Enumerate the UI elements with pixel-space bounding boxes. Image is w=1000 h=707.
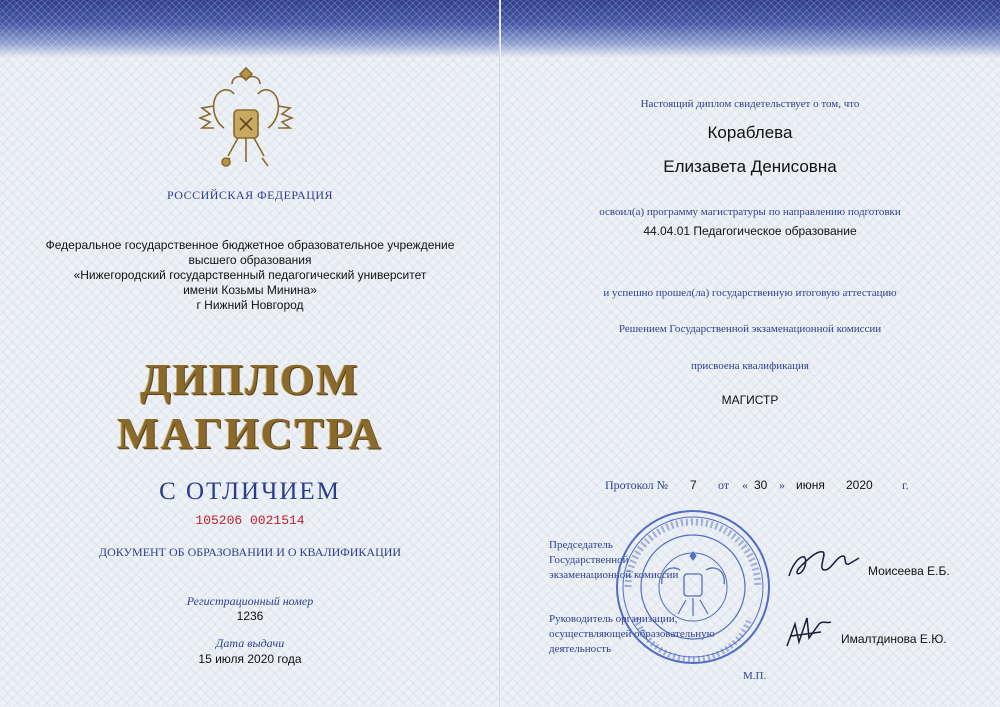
chair-label-line-2: Государственной <box>549 554 629 566</box>
registration-number-label: Регистрационный номер <box>186 594 314 608</box>
protocol-year: 2020 <box>846 478 873 492</box>
issue-date-value: 15 июля 2020 года <box>198 652 302 666</box>
graduate-given-names: Елизавета Денисовна <box>663 157 837 176</box>
diploma-title-line-1: ДИПЛОМ <box>140 355 360 404</box>
chair-signature <box>783 542 863 584</box>
page-fold <box>499 0 501 707</box>
protocol-month: июня <box>796 478 825 492</box>
protocol-label: Протокол № <box>605 478 669 492</box>
qualification-label: присвоена квалификация <box>691 360 809 372</box>
date-close-quote: » <box>779 478 785 492</box>
institution-line-3: «Нижегородский государственный педагогический университет <box>73 268 427 282</box>
protocol-day: 30 <box>754 478 768 492</box>
chair-label-line-1: Председатель <box>549 539 613 551</box>
official-seal-stamp <box>614 508 772 666</box>
document-type: ДОКУМЕНТ ОБ ОБРАЗОВАНИИ И О КВАЛИФИКАЦИИ <box>98 545 402 559</box>
qualification-value: МАГИСТР <box>721 393 779 407</box>
commission-statement: Решением Государственной экзаменационной комиссии <box>618 323 882 335</box>
date-open-quote: « <box>742 478 748 492</box>
chair-name: Моисеева Е.Б. <box>868 564 950 578</box>
institution-city: г Нижний Новгород <box>196 298 304 312</box>
institution-line-4: имени Козьмы Минина» <box>183 283 317 297</box>
issue-date-label: Дата выдачи <box>215 636 285 650</box>
head-signature <box>783 612 835 654</box>
top-decorative-band <box>0 0 500 58</box>
head-label-line-1: Руководитель организации, <box>549 613 678 625</box>
registration-number-value: 1236 <box>236 609 264 623</box>
diploma-title-line-2: МАГИСТРА <box>117 409 383 458</box>
program-statement: освоил(а) программу магистратуры по направлению подготовки <box>599 206 901 218</box>
protocol-from-label: от <box>718 478 730 492</box>
institution-line-2: высшего образования <box>188 253 312 267</box>
coat-of-arms-emblem <box>196 66 296 176</box>
year-suffix: г. <box>902 478 909 492</box>
head-name: Ималтдинова Е.Ю. <box>841 632 947 646</box>
top-decorative-band <box>500 0 1000 58</box>
attestation-statement: и успешно прошел(ла) государственную итоговую аттестацию <box>603 287 897 299</box>
country-name: РОССИЙСКАЯ ФЕДЕРАЦИЯ <box>166 188 334 202</box>
protocol-number: 7 <box>690 478 697 492</box>
seal-place-label: М.П. <box>743 670 767 682</box>
head-label-line-2: осуществляющей образовательную <box>549 628 715 640</box>
head-label-line-3: деятельность <box>549 643 612 655</box>
program-value: 44.04.01 Педагогическое образование <box>643 224 857 238</box>
honors-label: С ОТЛИЧИЕМ <box>159 478 341 505</box>
diploma-serial-number: 105206 0021514 <box>195 513 305 528</box>
institution-line-1: Федеральное государственное бюджетное образовательное учреждение <box>45 238 455 252</box>
chair-label-line-3: экзаменационной комиссии <box>549 569 679 581</box>
graduate-surname: Кораблева <box>707 123 793 142</box>
certification-intro: Настоящий диплом свидетельствует о том, что <box>640 98 860 110</box>
